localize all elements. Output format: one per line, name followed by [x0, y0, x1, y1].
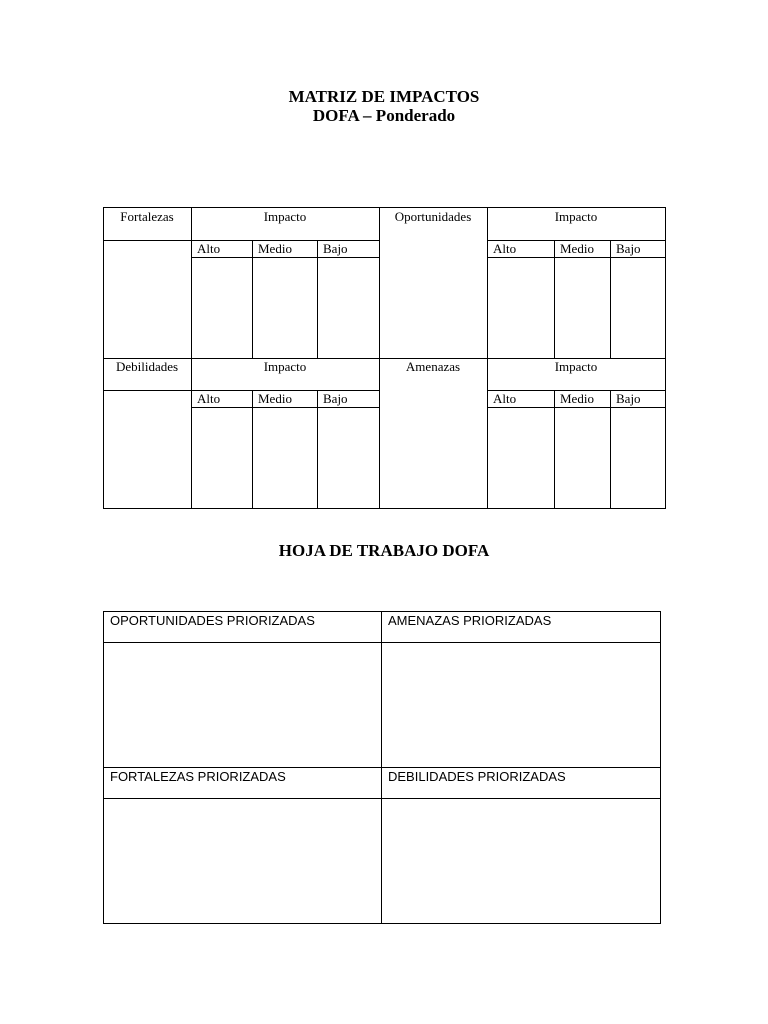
document-subtitle: DOFA – Ponderado	[312, 106, 456, 125]
table-line	[103, 642, 661, 643]
col-bajo: Bajo	[616, 241, 641, 256]
table-border-right	[660, 611, 661, 924]
table-border-right	[665, 207, 666, 509]
table-border-left	[103, 207, 104, 509]
table-line	[252, 240, 253, 358]
table-line	[103, 240, 191, 241]
header-oportunidades: Oportunidades	[394, 209, 472, 224]
table-line	[610, 390, 611, 508]
table-line	[103, 767, 661, 768]
table-border-top	[103, 611, 661, 612]
header-impacto: Impacto	[554, 359, 598, 374]
col-alto: Alto	[197, 391, 221, 406]
label-amenazas-priorizadas: AMENAZAS PRIORIZADAS	[388, 613, 552, 628]
table-line	[379, 207, 380, 509]
table-border-bottom	[103, 923, 661, 924]
header-fortalezas: Fortalezas	[120, 209, 174, 224]
header-impacto: Impacto	[263, 359, 307, 374]
col-bajo: Bajo	[323, 391, 348, 406]
label-debilidades-priorizadas: DEBILIDADES PRIORIZADAS	[388, 769, 566, 784]
table-line	[191, 257, 379, 258]
table-line	[554, 390, 555, 508]
col-alto: Alto	[197, 241, 221, 256]
table-line	[610, 240, 611, 358]
table-line	[554, 240, 555, 358]
col-medio: Medio	[560, 391, 594, 406]
table-line	[191, 407, 379, 408]
col-alto: Alto	[493, 391, 517, 406]
table-line	[252, 390, 253, 508]
col-medio: Medio	[258, 241, 292, 256]
col-medio: Medio	[560, 241, 594, 256]
col-bajo: Bajo	[616, 391, 641, 406]
table-line	[317, 240, 318, 358]
table-line	[103, 390, 191, 391]
table-border-top	[103, 207, 666, 208]
col-medio: Medio	[258, 391, 292, 406]
table-border-bottom	[103, 508, 666, 509]
worksheet-title: HOJA DE TRABAJO DOFA	[278, 541, 490, 560]
col-alto: Alto	[493, 241, 517, 256]
header-amenazas: Amenazas	[405, 359, 461, 374]
table-line	[487, 257, 666, 258]
table-line	[487, 407, 666, 408]
label-fortalezas-priorizadas: FORTALEZAS PRIORIZADAS	[110, 769, 286, 784]
table-line	[103, 798, 661, 799]
table-line	[381, 611, 382, 924]
header-impacto: Impacto	[263, 209, 307, 224]
header-impacto: Impacto	[554, 209, 598, 224]
table-line	[317, 390, 318, 508]
header-debilidades: Debilidades	[115, 359, 179, 374]
table-border-left	[103, 611, 104, 924]
col-bajo: Bajo	[323, 241, 348, 256]
label-oportunidades-priorizadas: OPORTUNIDADES PRIORIZADAS	[110, 613, 315, 628]
document-title: MATRIZ DE IMPACTOS	[288, 87, 480, 106]
